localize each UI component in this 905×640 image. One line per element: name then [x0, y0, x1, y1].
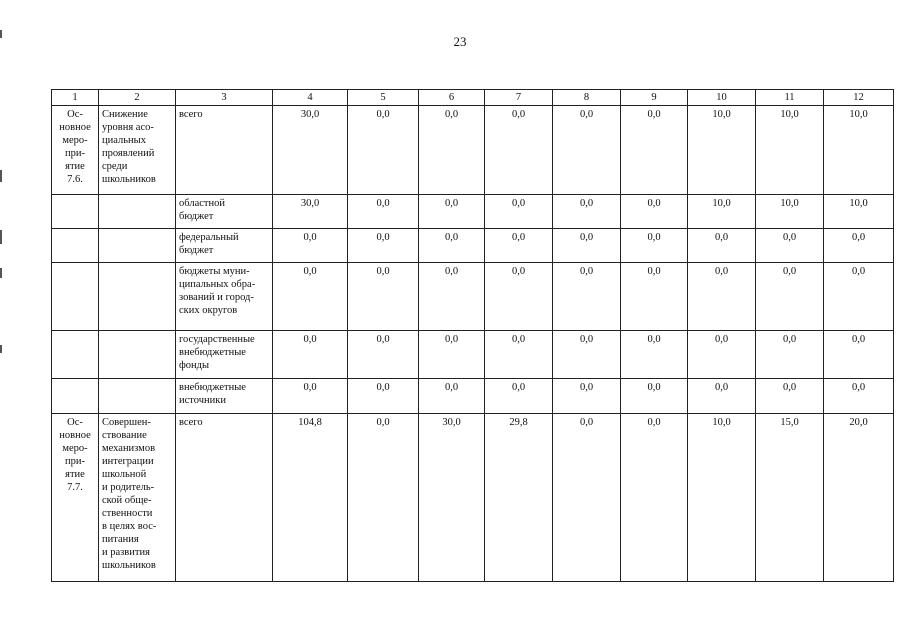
value-cell: 0,0 [553, 331, 621, 379]
table-row [52, 414, 894, 582]
funding-source-cell: всего [176, 106, 273, 195]
value-cell: 30,0 [273, 195, 348, 229]
value-cell: 0,0 [824, 331, 894, 379]
value-cell: 0,0 [485, 263, 553, 331]
column-header: 5 [348, 90, 419, 106]
funding-source-cell: бюджеты муни- ципальных обра- зований и город- ских округов [176, 263, 273, 331]
value-cell: 0,0 [419, 263, 485, 331]
value-cell: 20,0 [824, 414, 894, 582]
activity-name-cell [99, 331, 176, 379]
value-cell: 0,0 [621, 195, 688, 229]
value-cell: 0,0 [485, 195, 553, 229]
value-cell: 0,0 [348, 414, 419, 582]
value-cell: 29,8 [485, 414, 553, 582]
value-cell: 10,0 [688, 195, 756, 229]
activity-name-cell [99, 263, 176, 331]
budget-table [51, 89, 894, 582]
column-header: 3 [176, 90, 273, 106]
value-cell: 0,0 [348, 263, 419, 331]
value-cell: 0,0 [419, 195, 485, 229]
funding-source-cell: всего [176, 414, 273, 582]
value-cell: 0,0 [348, 331, 419, 379]
value-cell: 0,0 [756, 331, 824, 379]
value-cell: 0,0 [621, 106, 688, 195]
table-row [52, 195, 894, 229]
value-cell: 0,0 [485, 379, 553, 414]
value-cell: 0,0 [824, 263, 894, 331]
margin-mark [0, 170, 2, 182]
value-cell: 0,0 [621, 263, 688, 331]
value-cell: 10,0 [688, 106, 756, 195]
value-cell: 10,0 [756, 106, 824, 195]
value-cell: 0,0 [688, 379, 756, 414]
activity-name-cell: Совершен- ствование механизмов интеграции школьной и родитель- ской обще- ственности в целях вос- питания и развития школьников [99, 414, 176, 582]
value-cell: 0,0 [273, 331, 348, 379]
funding-source-cell: внебюджетные источники [176, 379, 273, 414]
value-cell: 10,0 [688, 414, 756, 582]
activity-name-cell [99, 229, 176, 263]
column-header: 12 [824, 90, 894, 106]
funding-source-cell: федеральный бюджет [176, 229, 273, 263]
funding-source-cell: областной бюджет [176, 195, 273, 229]
margin-mark [0, 345, 2, 353]
value-cell: 10,0 [824, 195, 894, 229]
value-cell: 0,0 [273, 229, 348, 263]
column-header: 9 [621, 90, 688, 106]
value-cell: 0,0 [621, 331, 688, 379]
column-header: 11 [756, 90, 824, 106]
value-cell: 0,0 [688, 331, 756, 379]
value-cell: 0,0 [419, 106, 485, 195]
value-cell: 0,0 [485, 106, 553, 195]
column-header: 10 [688, 90, 756, 106]
column-header: 6 [419, 90, 485, 106]
value-cell: 0,0 [824, 379, 894, 414]
value-cell: 0,0 [553, 229, 621, 263]
table-row [52, 263, 894, 331]
value-cell: 0,0 [273, 379, 348, 414]
table-row [52, 106, 894, 195]
column-header: 8 [553, 90, 621, 106]
margin-mark [0, 230, 2, 244]
table-row [52, 331, 894, 379]
activity-code-cell [52, 229, 99, 263]
value-cell: 0,0 [756, 379, 824, 414]
activity-code-cell [52, 331, 99, 379]
funding-source-cell: государственные внебюджетные фонды [176, 331, 273, 379]
value-cell: 0,0 [756, 263, 824, 331]
activity-code-cell: Ос- новное меро- при- ятие 7.7. [52, 414, 99, 582]
column-header: 1 [52, 90, 99, 106]
page-number: 23 [453, 34, 467, 49]
activity-name-cell [99, 195, 176, 229]
value-cell: 0,0 [756, 229, 824, 263]
value-cell: 30,0 [273, 106, 348, 195]
value-cell: 0,0 [419, 229, 485, 263]
value-cell: 0,0 [824, 229, 894, 263]
column-header: 4 [273, 90, 348, 106]
value-cell: 15,0 [756, 414, 824, 582]
column-header: 2 [99, 90, 176, 106]
value-cell: 0,0 [621, 414, 688, 582]
value-cell: 0,0 [419, 379, 485, 414]
value-cell: 10,0 [824, 106, 894, 195]
value-cell: 0,0 [553, 195, 621, 229]
activity-code-cell [52, 195, 99, 229]
activity-name-cell: Снижение уровня асо- циальных проявлений среди школьников [99, 106, 176, 195]
margin-mark [0, 268, 2, 278]
value-cell: 0,0 [688, 263, 756, 331]
value-cell: 10,0 [756, 195, 824, 229]
table-row [52, 229, 894, 263]
value-cell: 0,0 [621, 379, 688, 414]
margin-mark [0, 30, 2, 38]
table-header-row [52, 90, 894, 106]
activity-code-cell: Ос- новное меро- при- ятие 7.6. [52, 106, 99, 195]
value-cell: 0,0 [688, 229, 756, 263]
value-cell: 30,0 [419, 414, 485, 582]
table-row [52, 379, 894, 414]
value-cell: 104,8 [273, 414, 348, 582]
value-cell: 0,0 [348, 195, 419, 229]
value-cell: 0,0 [553, 106, 621, 195]
value-cell: 0,0 [621, 229, 688, 263]
value-cell: 0,0 [419, 331, 485, 379]
value-cell: 0,0 [348, 229, 419, 263]
value-cell: 0,0 [485, 331, 553, 379]
value-cell: 0,0 [553, 379, 621, 414]
value-cell: 0,0 [553, 414, 621, 582]
value-cell: 0,0 [273, 263, 348, 331]
activity-name-cell [99, 379, 176, 414]
value-cell: 0,0 [485, 229, 553, 263]
activity-code-cell [52, 379, 99, 414]
column-header: 7 [485, 90, 553, 106]
activity-code-cell [52, 263, 99, 331]
value-cell: 0,0 [553, 263, 621, 331]
value-cell: 0,0 [348, 379, 419, 414]
value-cell: 0,0 [348, 106, 419, 195]
